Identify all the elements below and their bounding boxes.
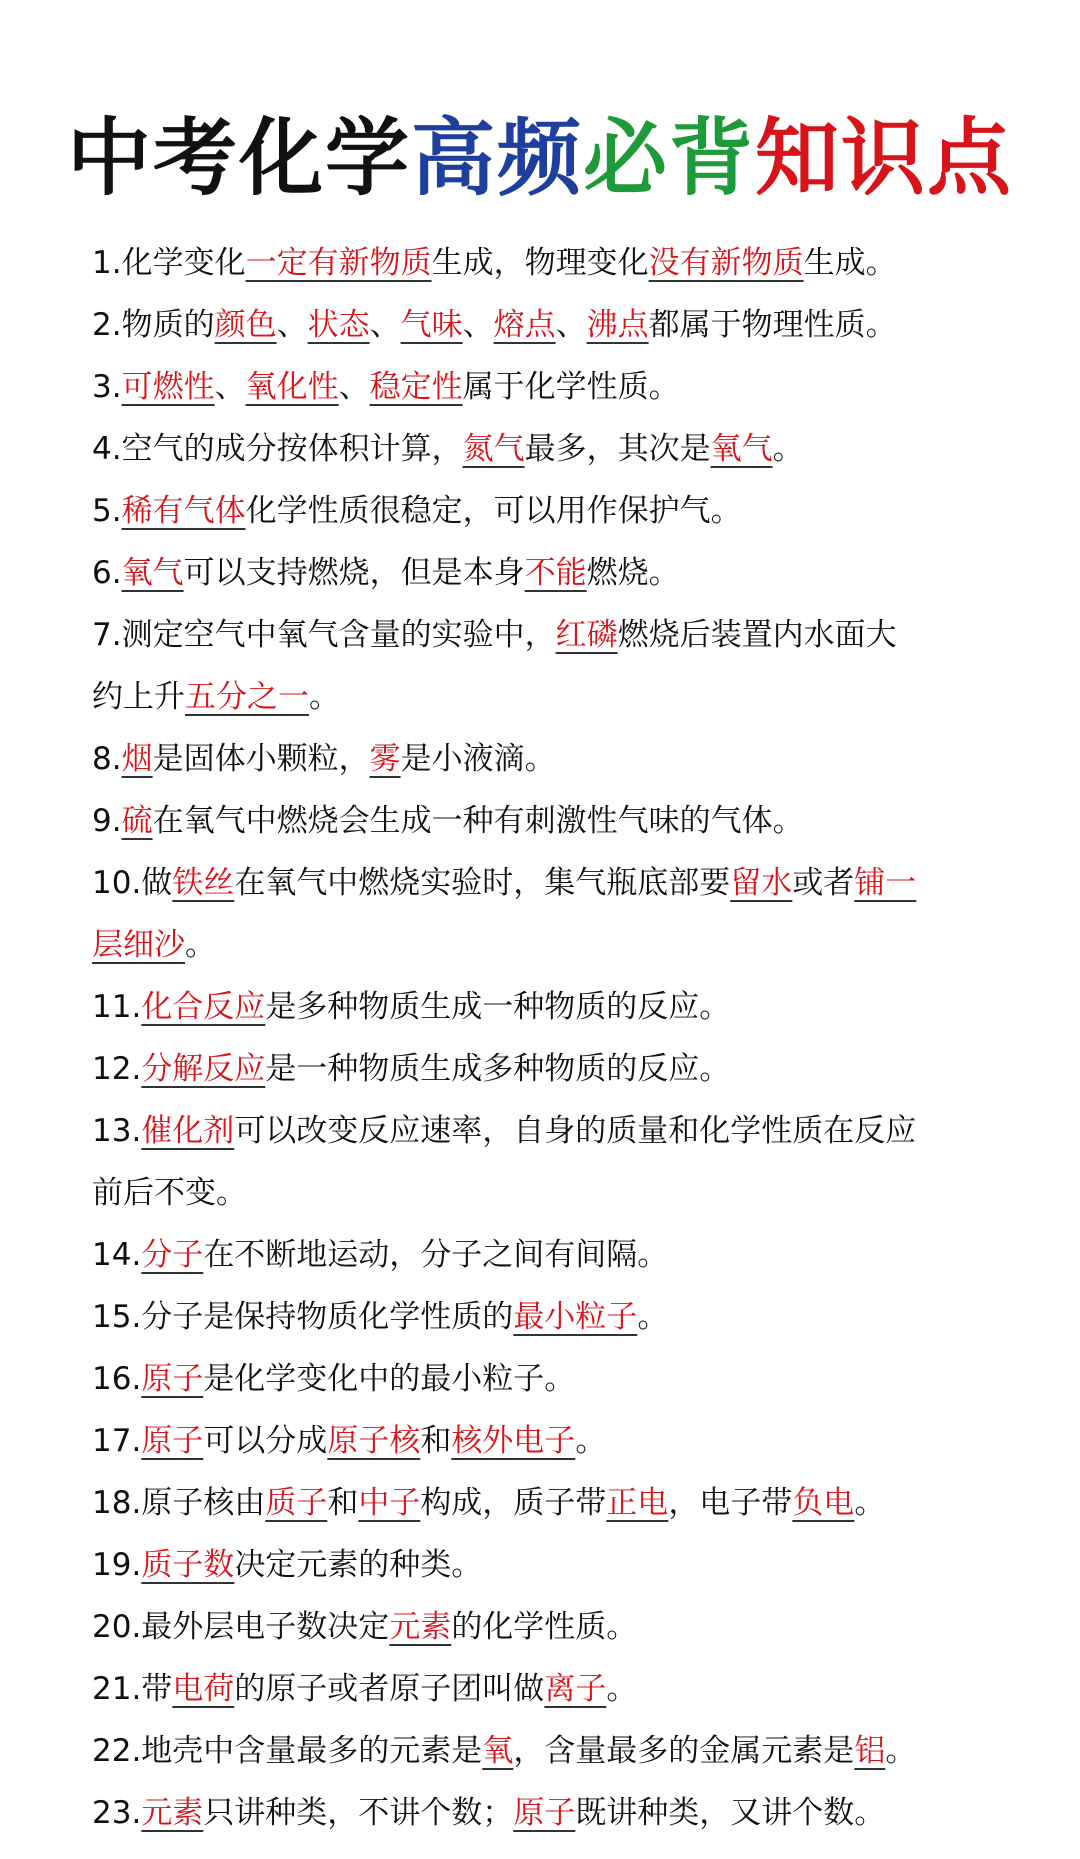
- highlighted-keyword: 红磷: [555, 617, 618, 653]
- title-segment: 知识点: [755, 109, 1014, 207]
- highlighted-keyword: 不能: [524, 555, 587, 591]
- item-text: 22.地壳中含量最多的元素是: [92, 1733, 483, 1769]
- item-text: 在不断地运动，分子之间有间隔。: [203, 1237, 669, 1273]
- item-text: 和: [420, 1423, 452, 1459]
- title-segment: 中考化学: [66, 109, 411, 207]
- item-text: 约上升: [92, 679, 185, 715]
- knowledge-list: [92, 232, 1012, 1844]
- highlighted-keyword: 离子: [544, 1671, 607, 1707]
- list-item: [92, 1720, 1012, 1782]
- list-item: [92, 914, 1012, 976]
- highlighted-keyword: 质子数: [141, 1547, 235, 1583]
- list-item: [92, 1348, 1012, 1410]
- item-text: 1.化学变化: [92, 245, 246, 281]
- item-text: 10.做: [92, 865, 173, 901]
- list-item: [92, 1534, 1012, 1596]
- item-text: 最多，其次是: [524, 431, 711, 467]
- highlighted-keyword: 元素: [141, 1795, 204, 1831]
- item-text: 属于化学性质。: [462, 369, 680, 405]
- highlighted-keyword: 颜色: [214, 307, 277, 343]
- item-text: 、: [369, 307, 401, 343]
- highlighted-keyword: 五分之一: [185, 679, 309, 715]
- item-text: 前后不变。: [92, 1175, 247, 1211]
- highlighted-keyword: 可燃性: [121, 369, 215, 405]
- item-text: 8.: [92, 741, 122, 777]
- list-item: [92, 1782, 1012, 1844]
- highlighted-keyword: 氧气: [121, 555, 184, 591]
- item-text: 、: [338, 369, 370, 405]
- item-text: 决定元素的种类。: [234, 1547, 483, 1583]
- item-text: 17.: [92, 1423, 142, 1459]
- item-text: 是小液滴。: [400, 741, 556, 777]
- highlighted-keyword: 化合反应: [141, 989, 266, 1025]
- item-text: 都属于物理性质。: [648, 307, 897, 343]
- highlighted-keyword: 元素: [389, 1609, 452, 1645]
- highlighted-keyword: 硫: [121, 803, 153, 839]
- item-text: 13.: [92, 1113, 142, 1149]
- list-item: [92, 1162, 1012, 1224]
- highlighted-keyword: 铝: [854, 1733, 886, 1769]
- item-text: 化学性质很稳定，可以用作保护气。: [245, 493, 742, 529]
- list-item: [92, 418, 1012, 480]
- list-item: [92, 604, 1012, 666]
- item-text: 可以支持燃烧，但是本身: [183, 555, 525, 591]
- item-text: 。: [309, 679, 340, 715]
- item-text: 6.: [92, 555, 122, 591]
- list-item: [92, 1286, 1012, 1348]
- item-text: 在氧气中燃烧实验时，集气瓶底部要: [234, 865, 731, 901]
- item-text: 只讲种类，不讲个数；: [203, 1795, 514, 1831]
- item-text: 燃烧。: [586, 555, 680, 591]
- highlighted-keyword: 核外电子: [451, 1423, 576, 1459]
- list-item: [92, 294, 1012, 356]
- list-item: [92, 232, 1012, 294]
- highlighted-keyword: 烟: [121, 741, 153, 777]
- highlighted-keyword: 气味: [400, 307, 463, 343]
- item-text: 7.测定空气中氧气含量的实验中，: [92, 617, 556, 653]
- highlighted-keyword: 质子: [265, 1485, 328, 1521]
- item-text: 5.: [92, 493, 122, 529]
- item-text: 可以分成: [203, 1423, 328, 1459]
- list-item: [92, 542, 1012, 604]
- highlighted-keyword: 铁丝: [172, 865, 235, 901]
- highlighted-keyword: 层细沙: [92, 927, 185, 963]
- item-text: ，含量最多的金属元素是: [513, 1733, 855, 1769]
- list-item: [92, 1410, 1012, 1472]
- item-text: 。: [637, 1299, 669, 1335]
- highlighted-keyword: 分解反应: [141, 1051, 266, 1087]
- item-text: 。: [575, 1423, 607, 1459]
- highlighted-keyword: 氮气: [462, 431, 525, 467]
- highlighted-keyword: 稳定性: [369, 369, 463, 405]
- item-text: 或者: [792, 865, 855, 901]
- highlighted-keyword: 最小粒子: [513, 1299, 638, 1335]
- list-item: [92, 1658, 1012, 1720]
- item-text: 。: [885, 1733, 917, 1769]
- list-item: [92, 1038, 1012, 1100]
- item-text: 23.: [92, 1795, 142, 1831]
- item-text: 。: [854, 1485, 886, 1521]
- item-text: 和: [327, 1485, 359, 1521]
- highlighted-keyword: 状态: [307, 307, 370, 343]
- highlighted-keyword: 氧化性: [245, 369, 339, 405]
- item-text: 在氧气中燃烧会生成一种有刺激性气味的气体。: [152, 803, 804, 839]
- item-text: 、: [276, 307, 308, 343]
- page-title: [0, 108, 1080, 208]
- highlighted-keyword: 原子: [513, 1795, 576, 1831]
- item-text: 的原子或者原子团叫做: [234, 1671, 545, 1707]
- item-text: 20.最外层电子数决定: [92, 1609, 390, 1645]
- list-item: [92, 666, 1012, 728]
- item-text: 、: [462, 307, 494, 343]
- item-text: 。: [606, 1671, 638, 1707]
- item-text: 燃烧后装置内水面大: [617, 617, 897, 653]
- list-item: [92, 480, 1012, 542]
- highlighted-keyword: 电荷: [172, 1671, 235, 1707]
- item-text: 16.: [92, 1361, 142, 1397]
- item-text: 的化学性质。: [451, 1609, 638, 1645]
- item-text: 3.: [92, 369, 122, 405]
- highlighted-keyword: 雾: [369, 741, 401, 777]
- item-text: 9.: [92, 803, 122, 839]
- highlighted-keyword: 没有新物质: [648, 245, 804, 281]
- item-text: 15.分子是保持物质化学性质的: [92, 1299, 514, 1335]
- item-text: 。: [772, 431, 804, 467]
- item-text: 、: [555, 307, 587, 343]
- highlighted-keyword: 中子: [358, 1485, 421, 1521]
- highlighted-keyword: 负电: [792, 1485, 855, 1521]
- highlighted-keyword: 稀有气体: [121, 493, 246, 529]
- highlighted-keyword: 氧气: [710, 431, 773, 467]
- list-item: [92, 1596, 1012, 1658]
- item-text: 既讲种类，又讲个数。: [575, 1795, 886, 1831]
- list-item: [92, 356, 1012, 418]
- highlighted-keyword: 留水: [730, 865, 793, 901]
- item-text: 构成，质子带: [420, 1485, 607, 1521]
- item-text: 生成，物理变化: [431, 245, 649, 281]
- list-item: [92, 728, 1012, 790]
- item-text: 12.: [92, 1051, 142, 1087]
- highlighted-keyword: 沸点: [586, 307, 649, 343]
- list-item: [92, 1472, 1012, 1534]
- item-text: 生成。: [803, 245, 897, 281]
- highlighted-keyword: 原子: [141, 1361, 204, 1397]
- title-segment: 高频: [410, 109, 583, 207]
- item-text: 2.物质的: [92, 307, 215, 343]
- highlighted-keyword: 原子: [141, 1423, 204, 1459]
- item-text: 是一种物质生成多种物质的反应。: [265, 1051, 731, 1087]
- highlighted-keyword: 熔点: [493, 307, 556, 343]
- item-text: 21.带: [92, 1671, 173, 1707]
- item-text: 可以改变反应速率，自身的质量和化学性质在反应: [234, 1113, 917, 1149]
- list-item: [92, 790, 1012, 852]
- item-text: 14.: [92, 1237, 142, 1273]
- item-text: 19.: [92, 1547, 142, 1583]
- item-text: 是固体小颗粒，: [152, 741, 370, 777]
- list-item: [92, 852, 1012, 914]
- item-text: 4.空气的成分按体积计算，: [92, 431, 463, 467]
- list-item: [92, 976, 1012, 1038]
- highlighted-keyword: 氧: [482, 1733, 514, 1769]
- title-segment: 必背: [583, 109, 756, 207]
- highlighted-keyword: 催化剂: [141, 1113, 235, 1149]
- item-text: 、: [214, 369, 246, 405]
- highlighted-keyword: 一定有新物质: [245, 245, 432, 281]
- item-text: 是化学变化中的最小粒子。: [203, 1361, 576, 1397]
- highlighted-keyword: 分子: [141, 1237, 204, 1273]
- item-text: 18.原子核由: [92, 1485, 266, 1521]
- item-text: 。: [185, 927, 216, 963]
- highlighted-keyword: 正电: [606, 1485, 669, 1521]
- item-text: 11.: [92, 989, 142, 1025]
- highlighted-keyword: 铺一: [854, 865, 917, 901]
- highlighted-keyword: 原子核: [327, 1423, 421, 1459]
- list-item: [92, 1100, 1012, 1162]
- item-text: 是多种物质生成一种物质的反应。: [265, 989, 731, 1025]
- list-item: [92, 1224, 1012, 1286]
- item-text: ，电子带: [668, 1485, 793, 1521]
